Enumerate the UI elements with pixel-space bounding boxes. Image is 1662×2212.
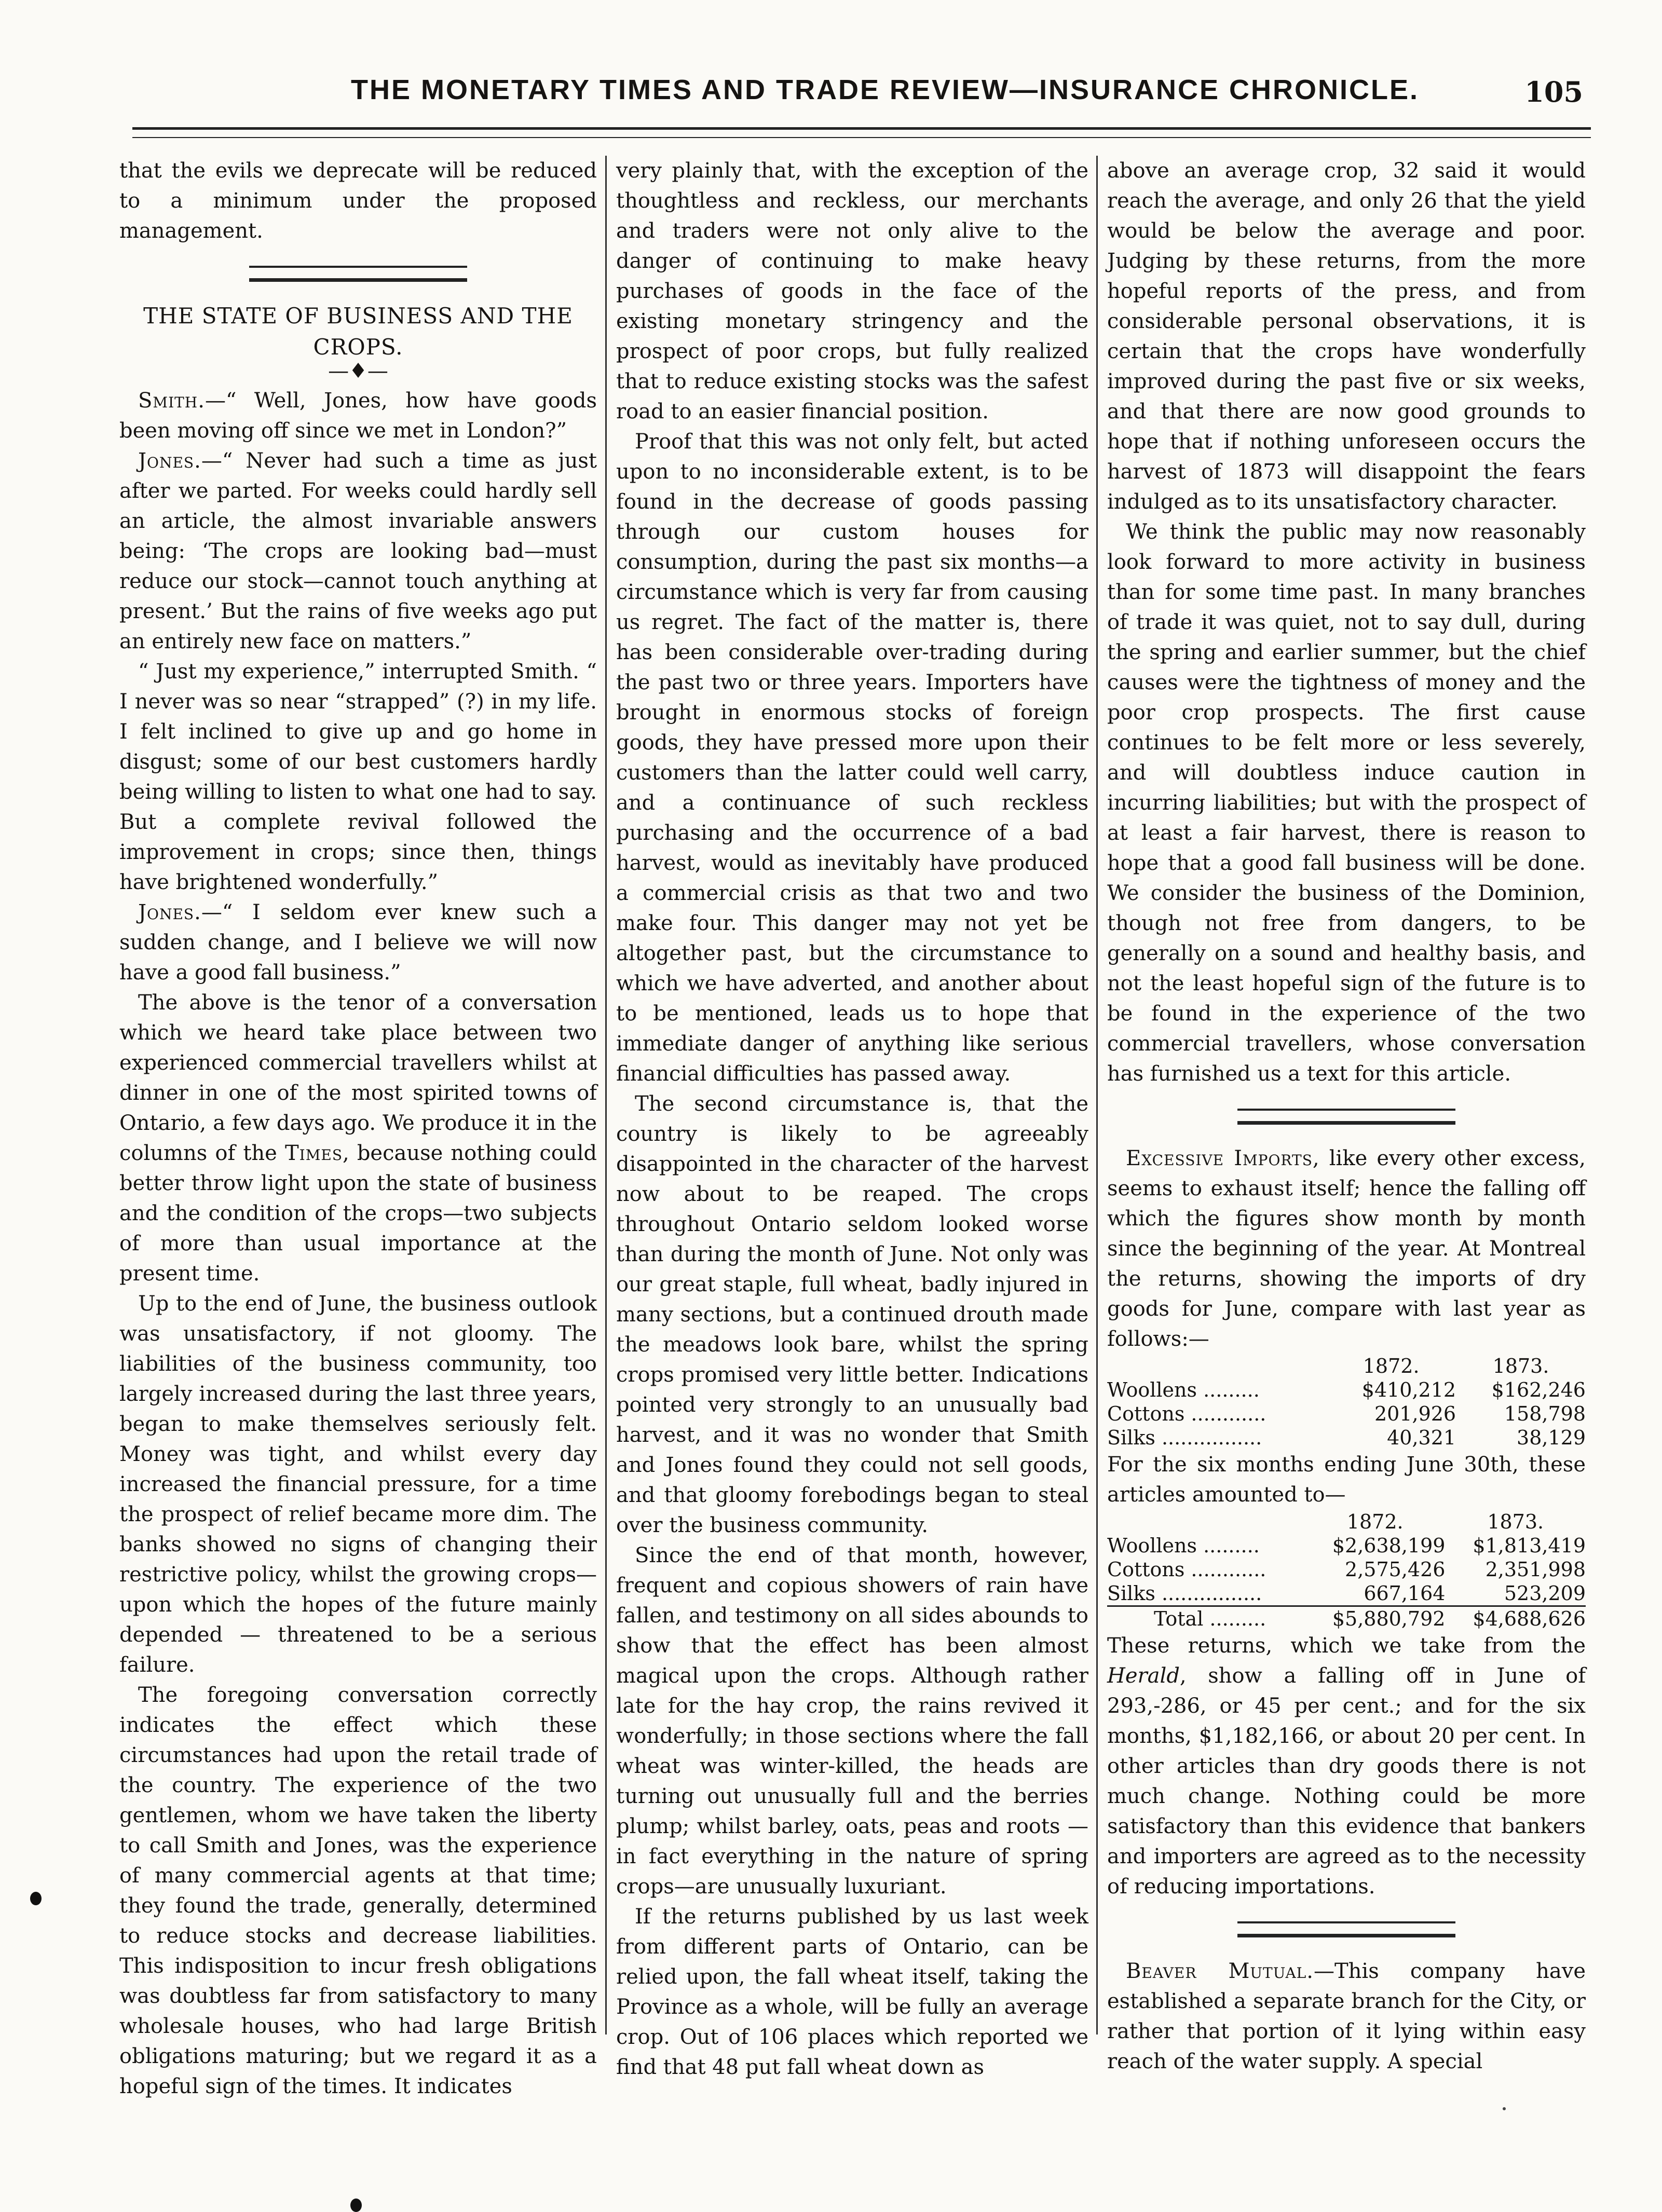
column-1: [119, 156, 597, 2098]
table-row: [1107, 1426, 1586, 1450]
paragraph: If the returns published by us last week from different parts of Ontario, can be relied upon, the fall wheat itself, taking the Province as a whole, will be fully an average crop. Out of 106 places which reported we find that 48 put fall wheat down as: [616, 1905, 1088, 2079]
paragraph: Proof that this was not only felt, but acted upon to no inconsiderable extent, is to be found in the decrease of goods passing through our custom houses for consumption, during the past six months—a circumstance which is very far from causing us regret. The fact of the matter is, there has been considerable over-trading during the past two or three years. Importers have brought in enormous stocks of foreign goods, they have pressed more upon their customers than the latter could well carry, and a continuance of such reckless purchasing and the occurrence of a bad harvest, would as inevitably have produced a commercial crisis as that two and two make four. This danger may not yet be altogether past, but the circumstance to which we have adverted, and another about to be mentioned, leads us to hope that immediate danger of anything like serious financial difficulties has passed away.: [616, 430, 1088, 1086]
paragraph: above an average crop, 32 said it would reach the average, and only 26 that the yield would be below the average and poor. Judging by these returns, from the more hopeful reports of the press, and from considerable personal observations, it is certain that the crops have wonderfully improved during the past five or six weeks, and that there are now good grounds to hope that if nothing unforeseen occurs the harvest of 1873 will disappoint the fears indulged as to its unsatisfactory character.: [1107, 159, 1586, 514]
heading-ornament: —♦—: [328, 359, 388, 383]
paragraph-text: —This company have established a separate branch for the City, or rather that portion of it lying within easy reach of the water supply. A special: [1107, 1959, 1586, 2073]
paragraph: The second circumstance is, that the country is likely to be agreeably disappointed in the character of the harvest now about to be reaped. The crops throughout Ontario seldom looked worse than during the month of June. Not only was our great staple, full wheat, badly injured in many sections, but a continued drouth made the meadows look bare, whilst the spring crops promised very little better. Indications pointed very strongly to an unusually bad harvest, and it was no wonder that Smith and Jones found they could not sell goods, and that gloomy forebodings began to steal over the business community.: [616, 1092, 1088, 1537]
paragraph-text: These returns, which we take from the: [1107, 1634, 1586, 1658]
paragraph: that the evils we deprecate will be reduced to a minimum under the proposed management.: [119, 159, 597, 243]
table-cell: $4,688,626: [1445, 1606, 1586, 1631]
june-imports-table: [1107, 1354, 1586, 1450]
article-heading: THE STATE OF BUSINESS AND THE CROPS.: [143, 303, 573, 360]
table-cell: 158,798: [1504, 1402, 1586, 1425]
table-cell: $410,212: [1361, 1378, 1456, 1401]
table-cell: Cottons ............: [1107, 1558, 1266, 1581]
speaker-name: Jones.: [138, 449, 201, 473]
paragraph-text: , because nothing could better throw light upon the state of business and the condition of the crops—two subjects of more than usual importance at the present time.: [119, 1141, 597, 1286]
paragraph: [119, 897, 597, 988]
table-cell: 523,209: [1504, 1582, 1586, 1605]
table-header-row: [1107, 1510, 1586, 1534]
paragraph: [119, 988, 597, 1289]
scan-speck: [1503, 2107, 1506, 2110]
column-divider: [605, 156, 607, 2035]
section-lead: Beaver Mutual.: [1126, 1959, 1314, 1983]
column-divider: [1096, 156, 1098, 2035]
paragraph: [1107, 1143, 1586, 1354]
paragraph-text: The above is the tenor of a conversation which we heard take place between two experienced commercial travellers whilst at dinner in one of the most spirited towns of Ontario, a few days ago. We produce it in the columns of the: [119, 991, 597, 1165]
speaker-name: Smith.: [138, 389, 205, 413]
table-cell: $5,880,792: [1305, 1606, 1446, 1631]
paragraph-text: —“ I seldom ever knew such a sudden change, and I believe we will now have a good fall business.”: [119, 900, 597, 985]
section-divider: [1237, 1109, 1455, 1125]
table-row: [1107, 1378, 1586, 1402]
table-row: [1107, 1581, 1586, 1606]
table-cell: Woollens .........: [1107, 1378, 1260, 1401]
scan-mark: [30, 1892, 42, 1905]
table-cell: 2,575,426: [1345, 1558, 1446, 1581]
running-title: THE MONETARY TIMES AND TRADE REVIEW—INSURANCE CHRONICLE.: [350, 74, 1420, 105]
table-cell: Cottons ............: [1107, 1402, 1266, 1425]
paragraph: For the six months ending June 30th, these articles amounted to—: [1107, 1453, 1586, 1507]
table-cell: $162,246: [1491, 1378, 1586, 1401]
paragraph: very plainly that, with the exception of the thoughtless and reckless, our merchants and traders were not only alive to the danger of continuing to make heavy purchases of goods in the face of the existing monetary stringency and the prospect of poor crops, but fully realized that to reduce existing stocks was the safest road to an easier financial position.: [616, 159, 1088, 424]
six-month-imports-table: [1107, 1510, 1586, 1631]
paragraph: Up to the end of June, the business outlook was unsatisfactory, if not gloomy. The liabilities of the business community, too largely increased during the last three years, began to make themselves seriously felt. Money was tight, and whilst every day increased the financial pressure, for a time the prospect of relief became more dim. The banks showed no signs of changing their restrictive policy, whilst the growing crops—upon which the hopes of the future mainly depended — threatened to be a serious failure.: [119, 1292, 597, 1677]
paragraph: “ Just my experience,” interrupted Smith. “ I never was so near “strapped” (?) in my life. I felt inclined to give up and go home in disgust; some of our best customers hardly being willing to listen to what one had to say. But a complete revival followed the improvement in crops; since then, things have brightened wonderfully.”: [119, 660, 597, 894]
paragraph: Since the end of that month, however, frequent and copious showers of rain have fallen, and testimony on all sides abounds to show that the effect has been almost magical upon the crops. Although rather late for the hay crop, the rains revived it wonderfully; in those sections where the fall wheat was winter-killed, the heads are turning out unusually full and the berries plump; whilst barley, oats, peas and roots —in fact everything in the nature of spring crops—are unusually luxuriant.: [616, 1544, 1088, 1899]
paragraph: We think the public may now reasonably look forward to more activity in business than for some time past. In many branches of trade it was quiet, not to say dull, during the spring and earlier summer, but the chief causes were the tightness of money and the poor crop prospects. The first cause continues to be felt more or less severely, and will doubtless induce caution in incurring liabilities; but with the prospect of at least a fair harvest, there is reason to hope that a good fall business will be done. We consider the business of the Dominion, though not free from dangers, to be generally on a sound and healthy basis, and not the least hopeful sign of the future is to be found in the experience of the two commercial travellers, whose conversation has furnished us a text for this article.: [1107, 520, 1586, 1086]
column-header: 1873.: [1487, 1510, 1544, 1533]
paragraph: [119, 446, 597, 657]
publication-name: Times: [284, 1141, 343, 1165]
table-cell: 201,926: [1374, 1402, 1456, 1425]
column-header: 1872.: [1363, 1355, 1420, 1377]
table-cell: Silks ................: [1107, 1426, 1262, 1449]
header-rule: [132, 127, 1591, 138]
column-3: [1107, 156, 1586, 2073]
table-cell: 40,321: [1387, 1426, 1456, 1449]
scan-mark: [350, 2199, 362, 2212]
paragraph: The foregoing conversation correctly indicates the effect which these circumstances had upon the retail trade of the country. The experience of the two gentlemen, whom we have taken the liberty to call Smith and Jones, was the experience of many commercial agents at that time; they found the trade, generally, determined to reduce stocks and decrease liabilities. This indisposition to incur fresh obligations was doubtless far from satisfactory to many wholesale houses, who had large British obligations maturing; but we regard it as a hopeful sign of the times. It indicates: [119, 1683, 597, 2098]
table-row: [1107, 1534, 1586, 1558]
table-header-row: [1107, 1354, 1586, 1378]
speaker-name: Jones.: [138, 900, 201, 924]
paragraph: [119, 386, 597, 446]
paragraph-text: , show a falling off in June of 293,-286, or 45 per cent.; and for the six months, $1,182,166, or about 20 per cent. In other articles than dry goods there is not much change. Nothing could be more satisfactory than this evidence that bankers and importers are agreed as to the necessity of reducing importations.: [1107, 1664, 1586, 1899]
table-row: [1107, 1402, 1586, 1426]
page-header: [119, 62, 1588, 119]
paragraph-text: —“ Well, Jones, how have goods been moving off since we met in London?”: [119, 389, 597, 443]
table-cell: 667,164: [1364, 1582, 1446, 1605]
paragraph-text: like every other excess, seems to exhaust itself; hence the falling off which the figures show month by month since the beginning of the year. At Montreal the returns, showing the imports of dry goods for June, compare with last year as follows:—: [1107, 1146, 1586, 1351]
column-header: 1873.: [1492, 1355, 1549, 1377]
paragraph-text: —“ Never had such a time as just after we parted. For weeks could hardly sell an article, the almost invariable answers being: ‘The crops are looking bad—must reduce our stock—cannot touch anything at present.’ But the rains of five weeks ago put an entirely new face on matters.”: [119, 449, 597, 653]
page-number: 105: [1524, 75, 1583, 108]
section-divider: [1237, 1921, 1455, 1937]
column-header: 1872.: [1346, 1510, 1404, 1533]
column-2: [616, 156, 1088, 2079]
table-cell: $2,638,199: [1332, 1534, 1446, 1557]
table-cell: Silks ................: [1107, 1582, 1262, 1605]
section-divider: [249, 266, 467, 282]
table-cell: $1,813,419: [1473, 1534, 1586, 1557]
section-lead: Excessive Imports,: [1126, 1146, 1320, 1170]
table-total-row: [1107, 1606, 1586, 1631]
table-cell: Total .........: [1107, 1606, 1305, 1631]
table-cell: Woollens .........: [1107, 1534, 1260, 1557]
table-row: [1107, 1558, 1586, 1581]
paragraph: [1107, 1631, 1586, 1902]
table-cell: 38,129: [1517, 1426, 1586, 1449]
table-cell: 2,351,998: [1485, 1558, 1586, 1581]
paragraph: [1107, 1956, 1586, 2077]
publication-name: Herald: [1107, 1664, 1180, 1688]
